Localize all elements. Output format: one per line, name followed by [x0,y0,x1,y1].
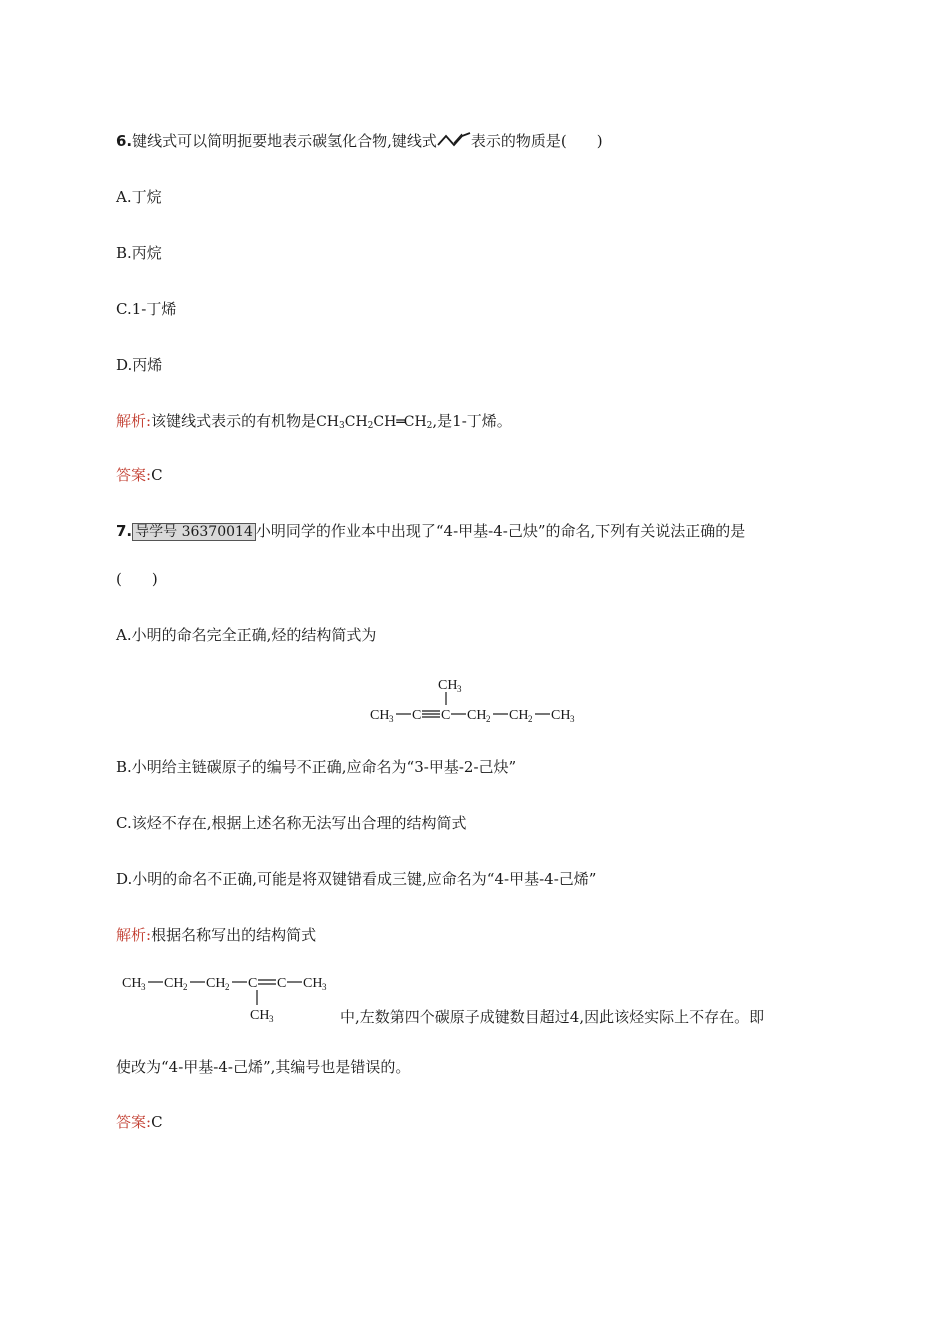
q7-stem-paren: ( ) [116,570,158,588]
q6-stem-before: 键线式可以简明扼要地表示碳氢化合物,键线式 [132,132,437,150]
structure-formula-a [368,672,588,728]
question-number: 6. [116,132,133,150]
q7-analysis-text: 根据名称写出的结构简式 [151,926,317,944]
q6-option-d: D.丙烯 [116,356,163,374]
q6-analysis-formula: $CH_3CH_2CH═CH_2$ [316,414,433,431]
formula-c: C [248,976,258,991]
q6-answer [116,465,163,485]
q6-option-a: A.丁烷 [116,188,162,206]
q7-answer [116,1112,163,1132]
formula-c: C [412,708,422,723]
formula-ch2: CH [164,976,184,991]
q7-analysis [116,925,316,945]
q6-option-c: C.1-丁烯 [116,300,177,318]
question-number: 7. [116,522,133,540]
q6-analysis-post: ,是1-丁烯。 [432,412,512,430]
formula-ch2: CH [467,708,487,723]
formula-c: C [441,708,451,723]
formula-ch3: CH [122,976,142,991]
svg-text:2: 2 [183,982,188,992]
analysis-label: 解析: [116,926,152,944]
formula-ch2: CH [509,708,529,723]
q7-option-d: D.小明的命名不正确,可能是将双键错看成三键,应命名为“4-甲基-4-己烯” [116,870,597,888]
formula-c: C [277,976,287,991]
guide-number-badge[interactable]: 导学号 36370014 [132,523,256,541]
svg-text:3: 3 [269,1014,274,1024]
answer-label: 答案: [116,1113,152,1131]
q7-option-c: C.该烃不存在,根据上述名称无法写出合理的结构简式 [116,814,467,832]
svg-text:3: 3 [141,982,146,992]
svg-text:3: 3 [389,714,394,724]
answer-value: C [151,466,163,484]
structure-formula-analysis [120,968,340,1028]
formula-ch3: CH [303,976,323,991]
formula-ch2: CH [206,976,226,991]
answer-value: C [151,1113,163,1131]
skeletal-formula-icon [437,132,471,148]
svg-text:3: 3 [322,982,327,992]
answer-label: 答案: [116,466,152,484]
q6-stem [116,131,603,151]
q7-stem-text: 小明同学的作业本中出现了“4-甲基-4-己炔”的命名,下列有关说法正确的是 [255,522,746,540]
q7-analysis-cont2: 使改为“4-甲基-4-己烯”,其编号也是错误的。 [116,1058,411,1076]
q7-option-b: B.小明给主链碳原子的编号不正确,应命名为“3-甲基-2-己炔” [116,758,517,776]
svg-text:2: 2 [225,982,230,992]
q6-stem-after: 表示的物质是( ) [470,132,603,150]
svg-text:2: 2 [528,714,533,724]
q6-option-b: B.丙烷 [116,244,162,262]
formula-ch3: CH [370,708,390,723]
formula-ch3: CH [438,678,458,693]
q6-analysis [116,411,512,436]
svg-text:3: 3 [570,714,575,724]
formula-ch3: CH [250,1008,270,1023]
formula-ch3: CH [551,708,571,723]
svg-text:3: 3 [457,684,462,694]
analysis-label: 解析: [116,412,152,430]
q7-stem [116,521,745,542]
q6-analysis-pre: 该键线式表示的有机物是 [151,412,317,430]
q7-analysis-cont1: 中,左数第四个碳原子成键数目超过4,因此该烃实际上不存在。即 [340,1008,765,1026]
q7-option-a: A.小明的命名完全正确,烃的结构简式为 [116,626,377,644]
svg-text:2: 2 [486,714,491,724]
